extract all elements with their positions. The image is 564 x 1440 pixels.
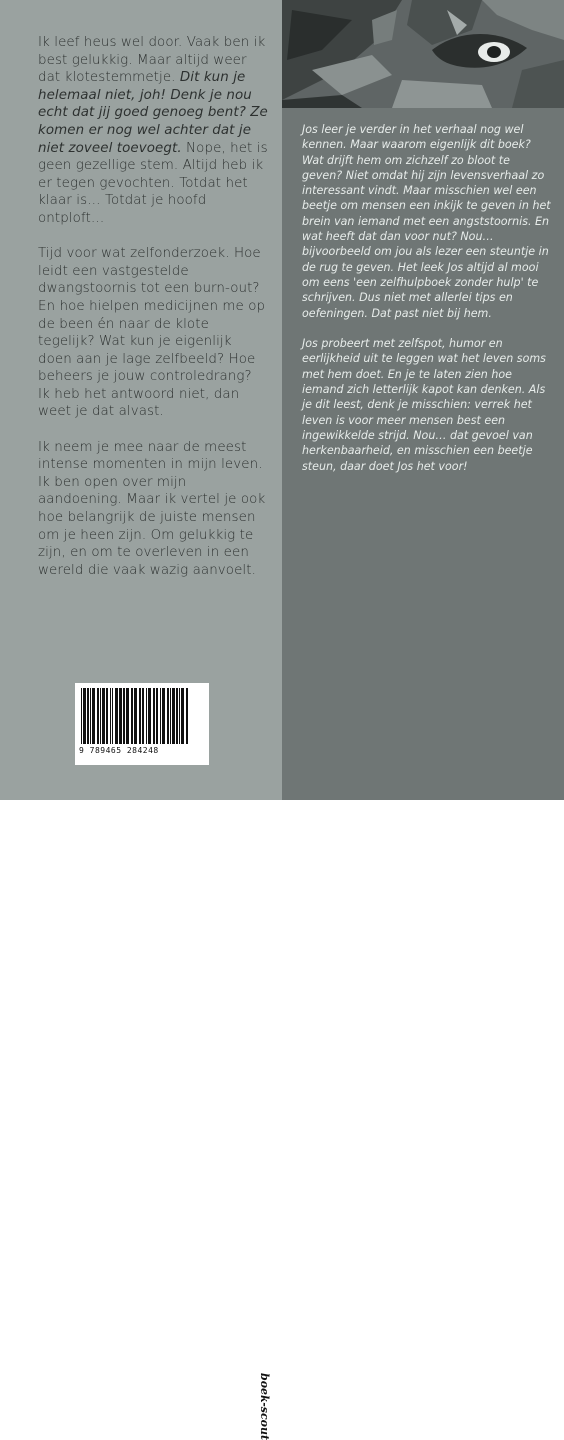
barcode-bar <box>97 688 99 744</box>
barcode-bar <box>162 688 165 744</box>
right-paragraph-2: Jos probeert met zelfspot, humor en eerlijkheid uit te leggen wat het leven soms met hem doet. En je te laten zien hoe iemand zich letterlijk kapot kan denken. Als je dit leest, denk je misschien: verrek het leven is voor meer mensen best een ingewikkelde strijd. Nou… dat gevoel van herkenbaarheid, en misschien een beetje steun, daar doet Jos het voor! <box>302 337 546 473</box>
left-paragraph-3: Ik neem je mee naar de meest intense momenten in mijn leven. Ik ben open over mijn aandoening. Maar ik vertel je ook hoe belangrijk de juiste mensen om je heen zijn. Om gelukkig te zijn, en om te overleven in een wereld die vaak wazig aanvoelt. <box>38 439 266 578</box>
barcode-bar <box>156 688 158 744</box>
barcode-bar <box>170 688 171 744</box>
left-paragraph-2: Tijd voor wat zelfonderzoek. Hoe leidt een vastgestelde dwangstoornis tot een burn-out? En hoe hielpen medicijnen me op de been én naar de klote tegelijk? Wat kun je eigenlijk doen aan je lage zelfbeeld? Hoe beheers je jouw controledrang? Ik heb het antwoord niet, dan weet je dat alvast. <box>38 246 266 420</box>
barcode-bar <box>119 688 122 744</box>
publisher-logo: boek-scout <box>258 1373 271 1440</box>
barcode-bar <box>181 688 184 744</box>
barcode-bar <box>112 688 113 744</box>
barcode-image <box>79 688 191 746</box>
cover-photo-face <box>282 0 564 108</box>
barcode-bar <box>142 688 144 744</box>
barcode-bar <box>126 688 129 744</box>
barcode-bar <box>172 688 175 744</box>
left-blurb <box>38 34 268 597</box>
barcode-bar <box>87 688 89 744</box>
left-p1-text-a: Ik leef heus wel door. Vaak ben ik best gelukkig. Maar altijd weer dat klotestemmetje. <box>38 35 266 86</box>
face-photo-illustration <box>282 0 564 108</box>
back-cover-right-panel <box>282 0 564 800</box>
barcode-bar <box>90 688 91 744</box>
barcode-bar <box>186 688 188 744</box>
barcode-bar <box>106 688 108 744</box>
barcode-bar <box>81 688 82 744</box>
isbn-number: 9 789465 284248 <box>79 746 159 755</box>
barcode-bar <box>110 688 111 744</box>
barcode-bar <box>92 688 95 744</box>
barcode-bar <box>139 688 141 744</box>
left-p1-italic-quote: Dit kun je helemaal niet, joh! Denk je nou echt dat jij goed genoeg bent? Ze komen er nog wel achter dat je niet zoveel toevoegt. <box>38 70 268 156</box>
barcode-bar <box>123 688 125 744</box>
right-paragraph-1: Jos leer je verder in het verhaal nog wel kennen. Maar waarom eigenlijk dit boek? Wat drijft hem om zichzelf zo bloot te geven? Niet omdat hij zijn levensverhaal zo interessant vindt. Maar misschien wel een beetje om mensen een inkijk te geven in het brein van iemand met een angststoornis. En wat heeft dat dan voor nut? Nou… bijvoorbeeld om jou als lezer een steuntje in de rug te geven. Het leek Jos altijd al mooi om eens 'een zelfhulpboek zonder hulp' te schrijven. Dus niet met allerlei tips en oefeningen. Dat past niet bij hem. <box>302 123 551 320</box>
barcode-bar <box>134 688 137 744</box>
right-blurb <box>302 122 552 489</box>
barcode-bar <box>100 688 101 744</box>
barcode-box <box>75 683 271 1440</box>
left-paragraph-1 <box>38 34 268 228</box>
barcode-bar <box>160 688 161 744</box>
barcode-bar <box>131 688 133 744</box>
barcode-bar <box>179 688 180 744</box>
barcode-bar <box>153 688 155 744</box>
left-p1-text-b: Nope, het is geen gezellige stem. Altijd heb ik er tegen gevochten. Totdat het klaar is… Totdat je hoofd ontploft… <box>38 140 268 226</box>
barcode-bar <box>102 688 105 744</box>
barcode-bar <box>115 688 118 744</box>
barcode-bar <box>176 688 178 744</box>
barcode-bar <box>146 688 147 744</box>
barcode-bar <box>83 688 86 744</box>
barcode-bar <box>167 688 169 744</box>
barcode-bar <box>148 688 151 744</box>
